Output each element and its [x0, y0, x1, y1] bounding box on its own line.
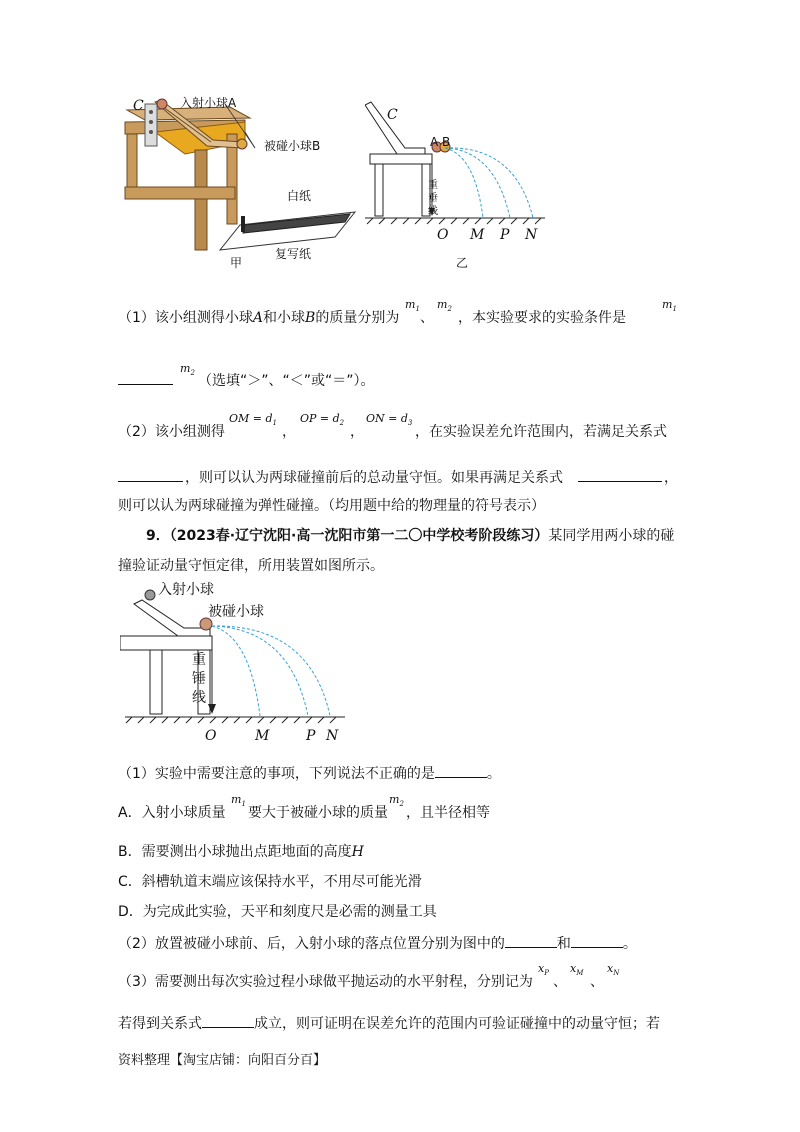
m1b-symbol: $m_1$	[662, 298, 677, 314]
answer-blank-6[interactable]	[571, 933, 623, 948]
option-a-m1: $m_1$	[231, 793, 246, 809]
label-n: N	[326, 728, 339, 744]
answer-blank-5[interactable]	[505, 933, 557, 948]
incident-ball	[145, 590, 155, 600]
label-plumb-1: 重	[428, 180, 438, 191]
label-white-paper: 白纸	[287, 189, 312, 203]
q9-sub3-cont: 若得到关系式 成立，则可证明在误差允许的范围内可验证碰撞中的动量守恒；若	[118, 1013, 660, 1033]
label-c2: C	[387, 107, 398, 123]
m1-symbol: $m_1$	[405, 298, 420, 314]
xm-symbol: $x_M$	[570, 962, 584, 978]
ball-a	[157, 99, 167, 109]
table-leg	[127, 134, 137, 194]
eq-op: OP = $d_2$	[300, 412, 345, 428]
label-m: M	[255, 728, 270, 744]
label-p: P	[306, 728, 316, 744]
comma: ，	[282, 424, 296, 440]
label-plumb-3: 线	[428, 206, 438, 217]
answer-blank-7[interactable]	[202, 1013, 254, 1028]
label-ab: A B	[430, 135, 451, 149]
xn-symbol: $x_N$	[607, 962, 620, 978]
label-p: P	[500, 227, 510, 243]
option-a-end: ，且半径相等	[406, 805, 490, 821]
option-b[interactable]: B．需要测出小球抛出点距地面的高度H	[118, 844, 364, 860]
xp-symbol: $x_P$	[538, 962, 549, 978]
label-plumb-line-3: 线	[192, 690, 206, 706]
q8-part2-elastic: 则可以认为两球碰撞为弹性碰撞。（均用题中给的物理量的符号表示）	[118, 498, 545, 514]
eq-om: OM = $d_1$	[229, 412, 278, 428]
q8-part2-condition: ，在实验误差允许范围内，若满足关系式	[415, 424, 667, 440]
label-m: M	[470, 227, 485, 243]
answer-blank-2[interactable]	[118, 467, 183, 482]
label-yi: 乙	[456, 256, 469, 270]
label-o: O	[205, 728, 217, 744]
q8-part1-condition: ，本实验要求的实验条件是	[458, 310, 626, 326]
m2b-symbol: $m_2$	[180, 362, 195, 378]
footer: 资料整理【淘宝店铺：向阳百分百】	[118, 1053, 327, 1068]
q9-intro-line1: 9．（2023春·辽宁沈阳·高一沈阳市第一二〇中学校考阶段练习）某同学用两小球的碰	[146, 528, 675, 544]
q8-part1-line: （1）该小组测得小球A和小球B的质量分别为	[118, 310, 400, 326]
q9-intro-line2: 撞验证动量守恒定律，所用装置如图所示。	[118, 558, 384, 574]
answer-blank-1[interactable]	[118, 370, 173, 385]
comma: ，	[664, 470, 678, 486]
q8-part1-choices: （选填“＞”、“＜”或“＝”）。	[198, 373, 375, 389]
figure-jia	[115, 92, 365, 272]
option-a-m2: $m_2$	[389, 793, 404, 809]
answer-blank-4[interactable]	[435, 763, 487, 778]
q9-sub2: （2）放置被碰小球前、后，入射小球的落点位置分别为图中的 和 。	[118, 933, 637, 953]
label-target-ball: 被碰小球	[208, 604, 264, 620]
label-plumb-line-2: 锤	[192, 671, 206, 687]
m2-symbol: $m_2$	[437, 298, 452, 314]
separator: 、	[420, 310, 434, 326]
label-incident-ball-a: 入射小球A	[180, 96, 237, 110]
ball-b	[237, 139, 247, 149]
eq-on: ON = $d_3$	[366, 412, 413, 428]
label-target-ball-b: 被碰小球B	[264, 139, 321, 153]
label-n: N	[525, 227, 538, 243]
q9-sub1: （1）实验中需要注意的事项，下列说法不正确的是 。	[118, 763, 501, 783]
label-jia: 甲	[230, 256, 243, 270]
option-d[interactable]: D．为完成此实验，天平和刻度尺是必需的测量工具	[118, 904, 437, 920]
option-a-mid: 要大于被碰小球的质量	[248, 805, 388, 821]
q9-sub3: （3）需要测出每次实验过程小球做平抛运动的水平射程，分别记为	[118, 974, 533, 990]
label-plumb-2: 垂	[428, 193, 438, 204]
label-o: O	[437, 227, 449, 243]
separator: 、	[590, 974, 604, 990]
answer-blank-3[interactable]	[578, 467, 662, 482]
label-plumb-line-1: 重	[192, 652, 206, 668]
option-a[interactable]: A．入射小球质量	[118, 805, 226, 821]
label-c: C	[133, 98, 144, 114]
label-incident-ball: 入射小球	[158, 582, 214, 598]
label-carbon-paper: 复写纸	[275, 247, 312, 261]
q8-part2-line: （2）该小组测得	[118, 424, 225, 440]
comma: ，	[350, 424, 364, 440]
separator: 、	[553, 974, 567, 990]
option-c[interactable]: C．斜槽轨道末端应该保持水平，不用尽可能光滑	[118, 874, 422, 890]
q8-part2-momentum: ，则可以认为两球碰撞前后的总动量守恒。如果再满足关系式	[185, 470, 563, 486]
